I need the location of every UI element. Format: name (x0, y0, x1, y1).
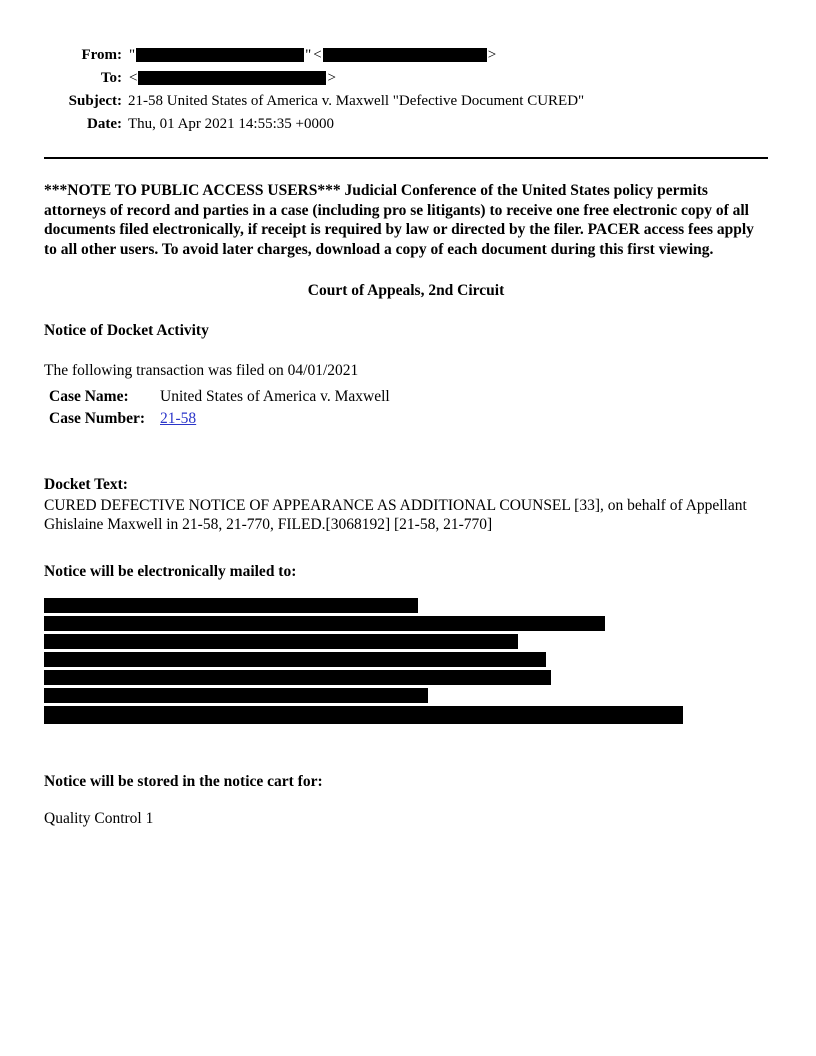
case-number-row (44, 408, 768, 430)
redaction-from-name (136, 48, 304, 62)
redaction-bar (44, 616, 605, 631)
to-value (128, 67, 768, 89)
redaction-from-email (323, 48, 487, 62)
from-label: From: (81, 47, 122, 63)
subject-label: Subject: (68, 93, 122, 109)
notice-mailed-heading: Notice will be electronically mailed to: (44, 563, 297, 580)
angle-close-from: > (487, 47, 497, 63)
header-row-subject (44, 90, 768, 112)
docket-text-label: Docket Text: (44, 476, 128, 493)
case-number-link[interactable]: 21-58 (160, 410, 197, 427)
redaction-to-email (138, 71, 326, 85)
angle-open-from: < (313, 47, 322, 63)
case-name-label: Case Name: (49, 388, 129, 405)
angle-close-to: > (327, 70, 336, 86)
notice-of-docket-activity-heading: Notice of Docket Activity (44, 322, 209, 339)
header-row-from (44, 44, 768, 66)
case-number-label: Case Number: (49, 410, 145, 427)
docket-text-value: CURED DEFECTIVE NOTICE OF APPEARANCE AS ADDITIONAL COUNSEL [33], on behalf of Appellant Ghislaine Maxwell in 21-58, 21-770, FILED.[3068192] [21-58, 21-770] (44, 497, 747, 533)
quote-close: " (305, 47, 312, 63)
to-label: To: (100, 70, 122, 86)
case-name-value: United States of America v. Maxwell (160, 388, 390, 405)
redaction-bar (44, 598, 418, 613)
redaction-bar (44, 634, 518, 649)
subject-value: 21-58 United States of America v. Maxwell "Defective Document CURED" (128, 93, 585, 109)
redaction-bar (44, 670, 551, 685)
transaction-filed-line: The following transaction was filed on 04/01/2021 (44, 362, 359, 379)
redaction-bar (44, 652, 546, 667)
mailed-recipients-redacted (44, 598, 768, 724)
date-value: Thu, 01 Apr 2021 14:55:35 +0000 (128, 116, 334, 132)
case-info-table (44, 386, 768, 430)
notice-cart-heading: Notice will be stored in the notice cart for: (44, 773, 323, 790)
case-name-row (44, 386, 768, 408)
notice-cart-value: Quality Control 1 (44, 810, 154, 827)
quote-open: " (129, 47, 136, 63)
from-value (128, 44, 768, 66)
angle-open-to: < (129, 70, 138, 86)
header-row-date (44, 113, 768, 135)
court-title: Court of Appeals, 2nd Circuit (307, 282, 505, 299)
header-row-to (44, 67, 768, 89)
case-number-value (154, 408, 196, 430)
date-label: Date: (87, 116, 122, 132)
redaction-bar (44, 688, 428, 703)
email-header (44, 44, 768, 135)
public-access-notice: ***NOTE TO PUBLIC ACCESS USERS*** Judicial Conference of the United States policy permits attorneys of record and parties in a case (including pro se litigants) to receive one free electronic copy of all documents filed electronically, if receipt is required by law or directed by the filer. PACER access fees apply to all other users. To avoid later charges, download a copy of each document during this first viewing. (44, 182, 754, 258)
header-divider (44, 157, 768, 159)
redaction-bar (44, 706, 683, 724)
